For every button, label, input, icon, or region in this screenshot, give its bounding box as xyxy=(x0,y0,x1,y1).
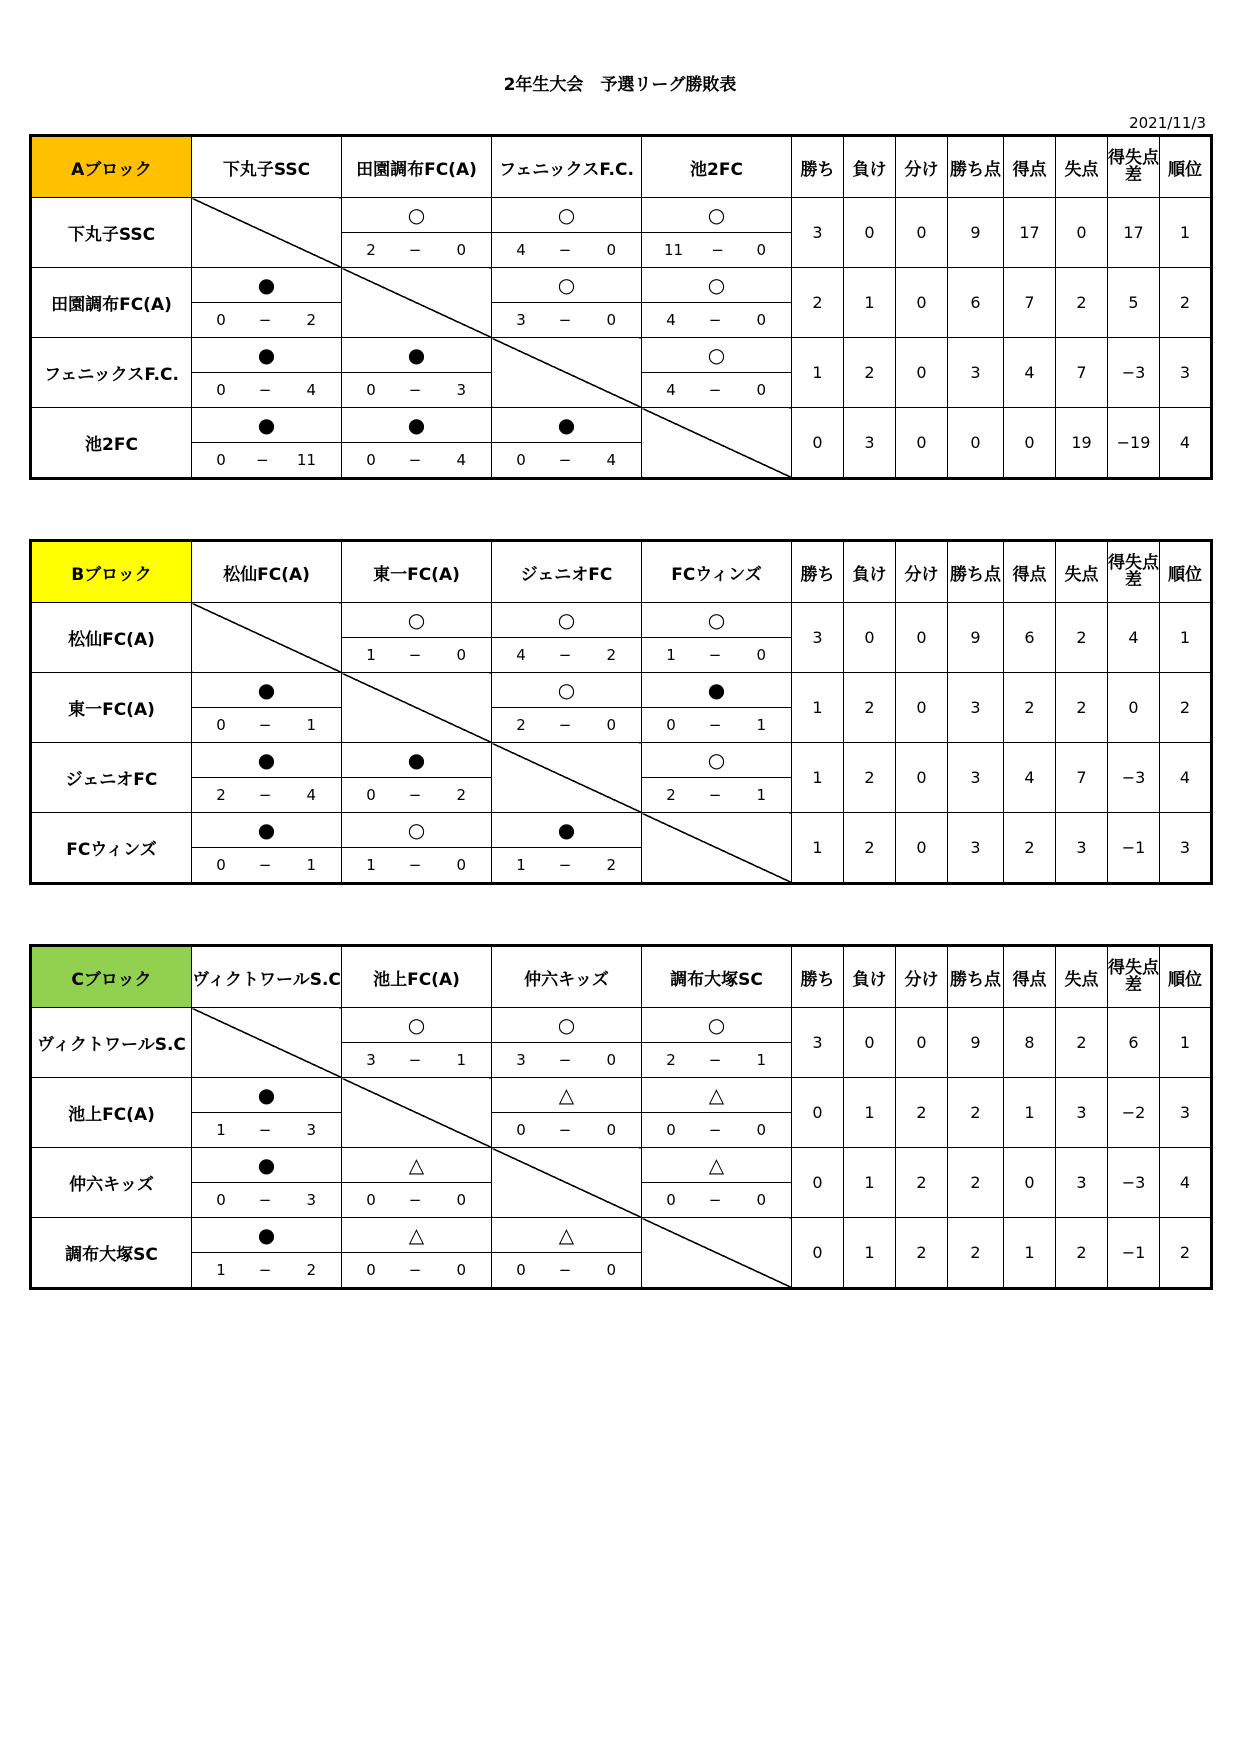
stat-draws: 0 xyxy=(896,198,948,268)
result-symbol: ● xyxy=(642,673,792,708)
col-team: 池2FC xyxy=(642,136,792,198)
stat-draws: 2 xyxy=(896,1148,948,1218)
col-losses: 負け xyxy=(844,946,896,1008)
stat-wins: 0 xyxy=(792,1078,844,1148)
self-match-cell xyxy=(342,673,492,743)
stat-rank: 3 xyxy=(1160,338,1212,408)
result-score: 1 − 2 xyxy=(192,1253,342,1289)
stat-rank: 2 xyxy=(1160,268,1212,338)
result-symbol: ○ xyxy=(492,268,642,303)
stat-losses: 3 xyxy=(844,408,896,479)
stat-wins: 3 xyxy=(792,603,844,673)
col-draws: 分け xyxy=(896,946,948,1008)
stat-points: 6 xyxy=(948,268,1004,338)
stat-goals-for: 2 xyxy=(1004,813,1056,884)
result-symbol: ○ xyxy=(492,603,642,638)
col-goals-for: 得点 xyxy=(1004,946,1056,1008)
stat-goals-for: 4 xyxy=(1004,338,1056,408)
col-draws: 分け xyxy=(896,136,948,198)
block-a-table xyxy=(29,134,1213,480)
result-symbol: ● xyxy=(342,743,492,778)
stat-wins: 0 xyxy=(792,1218,844,1289)
stat-points: 9 xyxy=(948,198,1004,268)
col-team: FCウィンズ xyxy=(642,541,792,603)
stat-goals-against: 0 xyxy=(1056,198,1108,268)
stat-goals-against: 7 xyxy=(1056,743,1108,813)
result-symbol: ○ xyxy=(642,743,792,778)
stat-draws: 0 xyxy=(896,408,948,479)
stat-goals-against: 3 xyxy=(1056,813,1108,884)
result-symbol: ● xyxy=(192,1078,342,1113)
self-match-cell xyxy=(342,1078,492,1148)
result-score: 1 − 3 xyxy=(192,1113,342,1148)
result-symbol: ● xyxy=(192,338,342,373)
stat-goal-diff: −3 xyxy=(1108,743,1160,813)
col-team: 田園調布FC(A) xyxy=(342,136,492,198)
result-score: 0 − 4 xyxy=(192,373,342,408)
stat-goals-for: 0 xyxy=(1004,408,1056,479)
col-team: ジェニオFC xyxy=(492,541,642,603)
col-rank: 順位 xyxy=(1160,946,1212,1008)
stat-goals-against: 2 xyxy=(1056,1218,1108,1289)
result-score: 0 − 0 xyxy=(642,1113,792,1148)
result-symbol: ○ xyxy=(642,338,792,373)
stat-goals-against: 3 xyxy=(1056,1148,1108,1218)
col-points: 勝ち点 xyxy=(948,541,1004,603)
row-team: ジェニオFC xyxy=(31,743,192,813)
stat-points: 2 xyxy=(948,1148,1004,1218)
stat-wins: 1 xyxy=(792,813,844,884)
block-c-label: Cブロック xyxy=(31,946,192,1008)
col-team: 仲六キッズ xyxy=(492,946,642,1008)
stat-goal-diff: −1 xyxy=(1108,1218,1160,1289)
result-symbol: ● xyxy=(492,408,642,443)
row-team: フェニックスF.C. xyxy=(31,338,192,408)
stat-draws: 0 xyxy=(896,603,948,673)
result-score: 0 − 4 xyxy=(492,443,642,479)
result-score: 1 − 0 xyxy=(642,638,792,673)
stat-goal-diff: −3 xyxy=(1108,1148,1160,1218)
result-score: 4 − 2 xyxy=(492,638,642,673)
result-symbol: ● xyxy=(192,673,342,708)
stat-goal-diff: 17 xyxy=(1108,198,1160,268)
result-score: 0 − 1 xyxy=(192,848,342,884)
col-goal-diff: 得失点差 xyxy=(1108,136,1160,198)
stat-losses: 2 xyxy=(844,338,896,408)
stat-losses: 0 xyxy=(844,603,896,673)
block-a-label: Aブロック xyxy=(31,136,192,198)
result-symbol: ○ xyxy=(492,1008,642,1043)
result-score: 11 − 0 xyxy=(642,233,792,268)
row-team: 松仙FC(A) xyxy=(31,603,192,673)
result-score: 3 − 0 xyxy=(492,1043,642,1078)
col-team: 下丸子SSC xyxy=(192,136,342,198)
stat-goal-diff: 6 xyxy=(1108,1008,1160,1078)
result-score: 2 − 1 xyxy=(642,1043,792,1078)
self-match-cell xyxy=(492,1148,642,1218)
result-symbol: ○ xyxy=(642,1008,792,1043)
stat-rank: 2 xyxy=(1160,673,1212,743)
stat-losses: 2 xyxy=(844,813,896,884)
col-rank: 順位 xyxy=(1160,541,1212,603)
stat-losses: 2 xyxy=(844,673,896,743)
stat-draws: 0 xyxy=(896,743,948,813)
stat-goal-diff: −3 xyxy=(1108,338,1160,408)
result-score: 1 − 0 xyxy=(342,638,492,673)
stat-goals-for: 4 xyxy=(1004,743,1056,813)
stat-losses: 1 xyxy=(844,1218,896,1289)
stat-wins: 2 xyxy=(792,268,844,338)
stat-wins: 3 xyxy=(792,198,844,268)
result-symbol: ○ xyxy=(642,198,792,233)
stat-goal-diff: 4 xyxy=(1108,603,1160,673)
col-losses: 負け xyxy=(844,136,896,198)
row-team: ヴィクトワールS.C xyxy=(31,1008,192,1078)
col-wins: 勝ち xyxy=(792,946,844,1008)
result-symbol: ○ xyxy=(492,198,642,233)
stat-draws: 0 xyxy=(896,268,948,338)
block-c-table xyxy=(29,944,1213,1290)
stat-draws: 0 xyxy=(896,1008,948,1078)
stat-losses: 2 xyxy=(844,743,896,813)
stat-points: 3 xyxy=(948,338,1004,408)
col-team: 東一FC(A) xyxy=(342,541,492,603)
col-goals-against: 失点 xyxy=(1056,946,1108,1008)
result-symbol: △ xyxy=(492,1218,642,1253)
stat-rank: 3 xyxy=(1160,813,1212,884)
self-match-cell xyxy=(192,1008,342,1078)
stat-losses: 1 xyxy=(844,1148,896,1218)
result-score: 1 − 0 xyxy=(342,848,492,884)
result-symbol: ○ xyxy=(342,1008,492,1043)
stat-draws: 0 xyxy=(896,338,948,408)
result-symbol: △ xyxy=(492,1078,642,1113)
col-goal-diff: 得失点差 xyxy=(1108,946,1160,1008)
stat-points: 9 xyxy=(948,1008,1004,1078)
stat-goal-diff: −1 xyxy=(1108,813,1160,884)
stat-points: 3 xyxy=(948,673,1004,743)
stat-goals-for: 0 xyxy=(1004,1148,1056,1218)
result-symbol: ○ xyxy=(492,673,642,708)
stat-goals-for: 2 xyxy=(1004,673,1056,743)
self-match-cell xyxy=(642,408,792,479)
self-match-cell xyxy=(342,268,492,338)
result-score: 4 − 0 xyxy=(642,373,792,408)
stat-rank: 1 xyxy=(1160,603,1212,673)
col-team: ヴィクトワールS.C xyxy=(192,946,342,1008)
stat-goal-diff: −2 xyxy=(1108,1078,1160,1148)
stat-points: 3 xyxy=(948,743,1004,813)
date-label: 2021/11/3 xyxy=(1129,114,1206,132)
result-score: 0 − 1 xyxy=(192,708,342,743)
self-match-cell xyxy=(192,198,342,268)
result-score: 0 − 3 xyxy=(342,373,492,408)
result-symbol: ○ xyxy=(342,603,492,638)
row-team: 池上FC(A) xyxy=(31,1078,192,1148)
stat-losses: 1 xyxy=(844,1078,896,1148)
stat-losses: 1 xyxy=(844,268,896,338)
stat-goals-against: 2 xyxy=(1056,1008,1108,1078)
stat-goals-against: 2 xyxy=(1056,268,1108,338)
col-draws: 分け xyxy=(896,541,948,603)
stat-losses: 0 xyxy=(844,1008,896,1078)
col-goals-for: 得点 xyxy=(1004,136,1056,198)
result-score: 0 − 0 xyxy=(492,1253,642,1289)
result-score: 0 − 11 xyxy=(192,443,342,479)
result-score: 0 − 3 xyxy=(192,1183,342,1218)
result-symbol: △ xyxy=(642,1078,792,1113)
col-wins: 勝ち xyxy=(792,541,844,603)
stat-goals-against: 7 xyxy=(1056,338,1108,408)
result-score: 0 − 4 xyxy=(342,443,492,479)
stat-rank: 1 xyxy=(1160,1008,1212,1078)
self-match-cell xyxy=(642,1218,792,1289)
stat-goals-against: 2 xyxy=(1056,603,1108,673)
stat-draws: 2 xyxy=(896,1078,948,1148)
result-symbol: △ xyxy=(342,1218,492,1253)
result-symbol: △ xyxy=(342,1148,492,1183)
stat-points: 2 xyxy=(948,1218,1004,1289)
stat-rank: 3 xyxy=(1160,1078,1212,1148)
result-symbol: ● xyxy=(192,813,342,848)
result-symbol: ● xyxy=(192,743,342,778)
stat-wins: 1 xyxy=(792,743,844,813)
stat-rank: 1 xyxy=(1160,198,1212,268)
block-b-label: Bブロック xyxy=(31,541,192,603)
stat-points: 9 xyxy=(948,603,1004,673)
self-match-cell xyxy=(192,603,342,673)
stat-wins: 1 xyxy=(792,338,844,408)
col-losses: 負け xyxy=(844,541,896,603)
row-team: 池2FC xyxy=(31,408,192,479)
col-wins: 勝ち xyxy=(792,136,844,198)
result-symbol: ○ xyxy=(342,198,492,233)
row-team: 田園調布FC(A) xyxy=(31,268,192,338)
result-symbol: ● xyxy=(342,338,492,373)
result-score: 4 − 0 xyxy=(492,233,642,268)
stat-draws: 0 xyxy=(896,673,948,743)
col-team: 池上FC(A) xyxy=(342,946,492,1008)
result-symbol: ● xyxy=(492,813,642,848)
col-points: 勝ち点 xyxy=(948,946,1004,1008)
result-score: 3 − 0 xyxy=(492,303,642,338)
page-title: 2年生大会 予選リーグ勝敗表 xyxy=(503,75,737,95)
result-score: 2 − 1 xyxy=(642,778,792,813)
stat-wins: 0 xyxy=(792,408,844,479)
stat-rank: 4 xyxy=(1160,408,1212,479)
row-team: FCウィンズ xyxy=(31,813,192,884)
stat-goals-for: 1 xyxy=(1004,1078,1056,1148)
stat-points: 0 xyxy=(948,408,1004,479)
stat-goals-for: 1 xyxy=(1004,1218,1056,1289)
stat-goals-against: 3 xyxy=(1056,1078,1108,1148)
stat-points: 3 xyxy=(948,813,1004,884)
col-points: 勝ち点 xyxy=(948,136,1004,198)
self-match-cell xyxy=(642,813,792,884)
result-symbol: ● xyxy=(192,408,342,443)
col-goal-diff: 得失点差 xyxy=(1108,541,1160,603)
row-team: 調布大塚SC xyxy=(31,1218,192,1289)
result-score: 2 − 0 xyxy=(342,233,492,268)
stat-rank: 4 xyxy=(1160,743,1212,813)
col-rank: 順位 xyxy=(1160,136,1212,198)
stat-goals-for: 17 xyxy=(1004,198,1056,268)
stat-goal-diff: 0 xyxy=(1108,673,1160,743)
col-goals-against: 失点 xyxy=(1056,541,1108,603)
result-score: 2 − 4 xyxy=(192,778,342,813)
stat-wins: 1 xyxy=(792,673,844,743)
stat-goal-diff: −19 xyxy=(1108,408,1160,479)
result-score: 0 − 2 xyxy=(192,303,342,338)
result-symbol: ○ xyxy=(342,813,492,848)
stat-wins: 3 xyxy=(792,1008,844,1078)
stat-wins: 0 xyxy=(792,1148,844,1218)
result-score: 0 − 0 xyxy=(342,1253,492,1289)
stat-goals-for: 8 xyxy=(1004,1008,1056,1078)
result-symbol: △ xyxy=(642,1148,792,1183)
block-b-table xyxy=(29,539,1213,885)
result-score: 0 − 2 xyxy=(342,778,492,813)
col-team: 松仙FC(A) xyxy=(192,541,342,603)
stat-losses: 0 xyxy=(844,198,896,268)
stat-goals-for: 6 xyxy=(1004,603,1056,673)
result-score: 0 − 1 xyxy=(642,708,792,743)
result-symbol: ○ xyxy=(642,268,792,303)
stat-goals-against: 19 xyxy=(1056,408,1108,479)
col-team: 調布大塚SC xyxy=(642,946,792,1008)
stat-goals-for: 7 xyxy=(1004,268,1056,338)
result-score: 0 − 0 xyxy=(642,1183,792,1218)
stat-points: 2 xyxy=(948,1078,1004,1148)
result-score: 3 − 1 xyxy=(342,1043,492,1078)
result-symbol: ● xyxy=(192,268,342,303)
self-match-cell xyxy=(492,743,642,813)
stat-rank: 4 xyxy=(1160,1148,1212,1218)
row-team: 下丸子SSC xyxy=(31,198,192,268)
result-symbol: ● xyxy=(342,408,492,443)
result-symbol: ● xyxy=(192,1218,342,1253)
stat-draws: 2 xyxy=(896,1218,948,1289)
result-score: 4 − 0 xyxy=(642,303,792,338)
stat-rank: 2 xyxy=(1160,1218,1212,1289)
stat-goals-against: 2 xyxy=(1056,673,1108,743)
result-score: 2 − 0 xyxy=(492,708,642,743)
stat-draws: 0 xyxy=(896,813,948,884)
result-symbol: ● xyxy=(192,1148,342,1183)
col-goals-for: 得点 xyxy=(1004,541,1056,603)
col-goals-against: 失点 xyxy=(1056,136,1108,198)
row-team: 東一FC(A) xyxy=(31,673,192,743)
col-team: フェニックスF.C. xyxy=(492,136,642,198)
stat-goal-diff: 5 xyxy=(1108,268,1160,338)
result-symbol: ○ xyxy=(642,603,792,638)
result-score: 1 − 2 xyxy=(492,848,642,884)
result-score: 0 − 0 xyxy=(342,1183,492,1218)
result-score: 0 − 0 xyxy=(492,1113,642,1148)
row-team: 仲六キッズ xyxy=(31,1148,192,1218)
self-match-cell xyxy=(492,338,642,408)
